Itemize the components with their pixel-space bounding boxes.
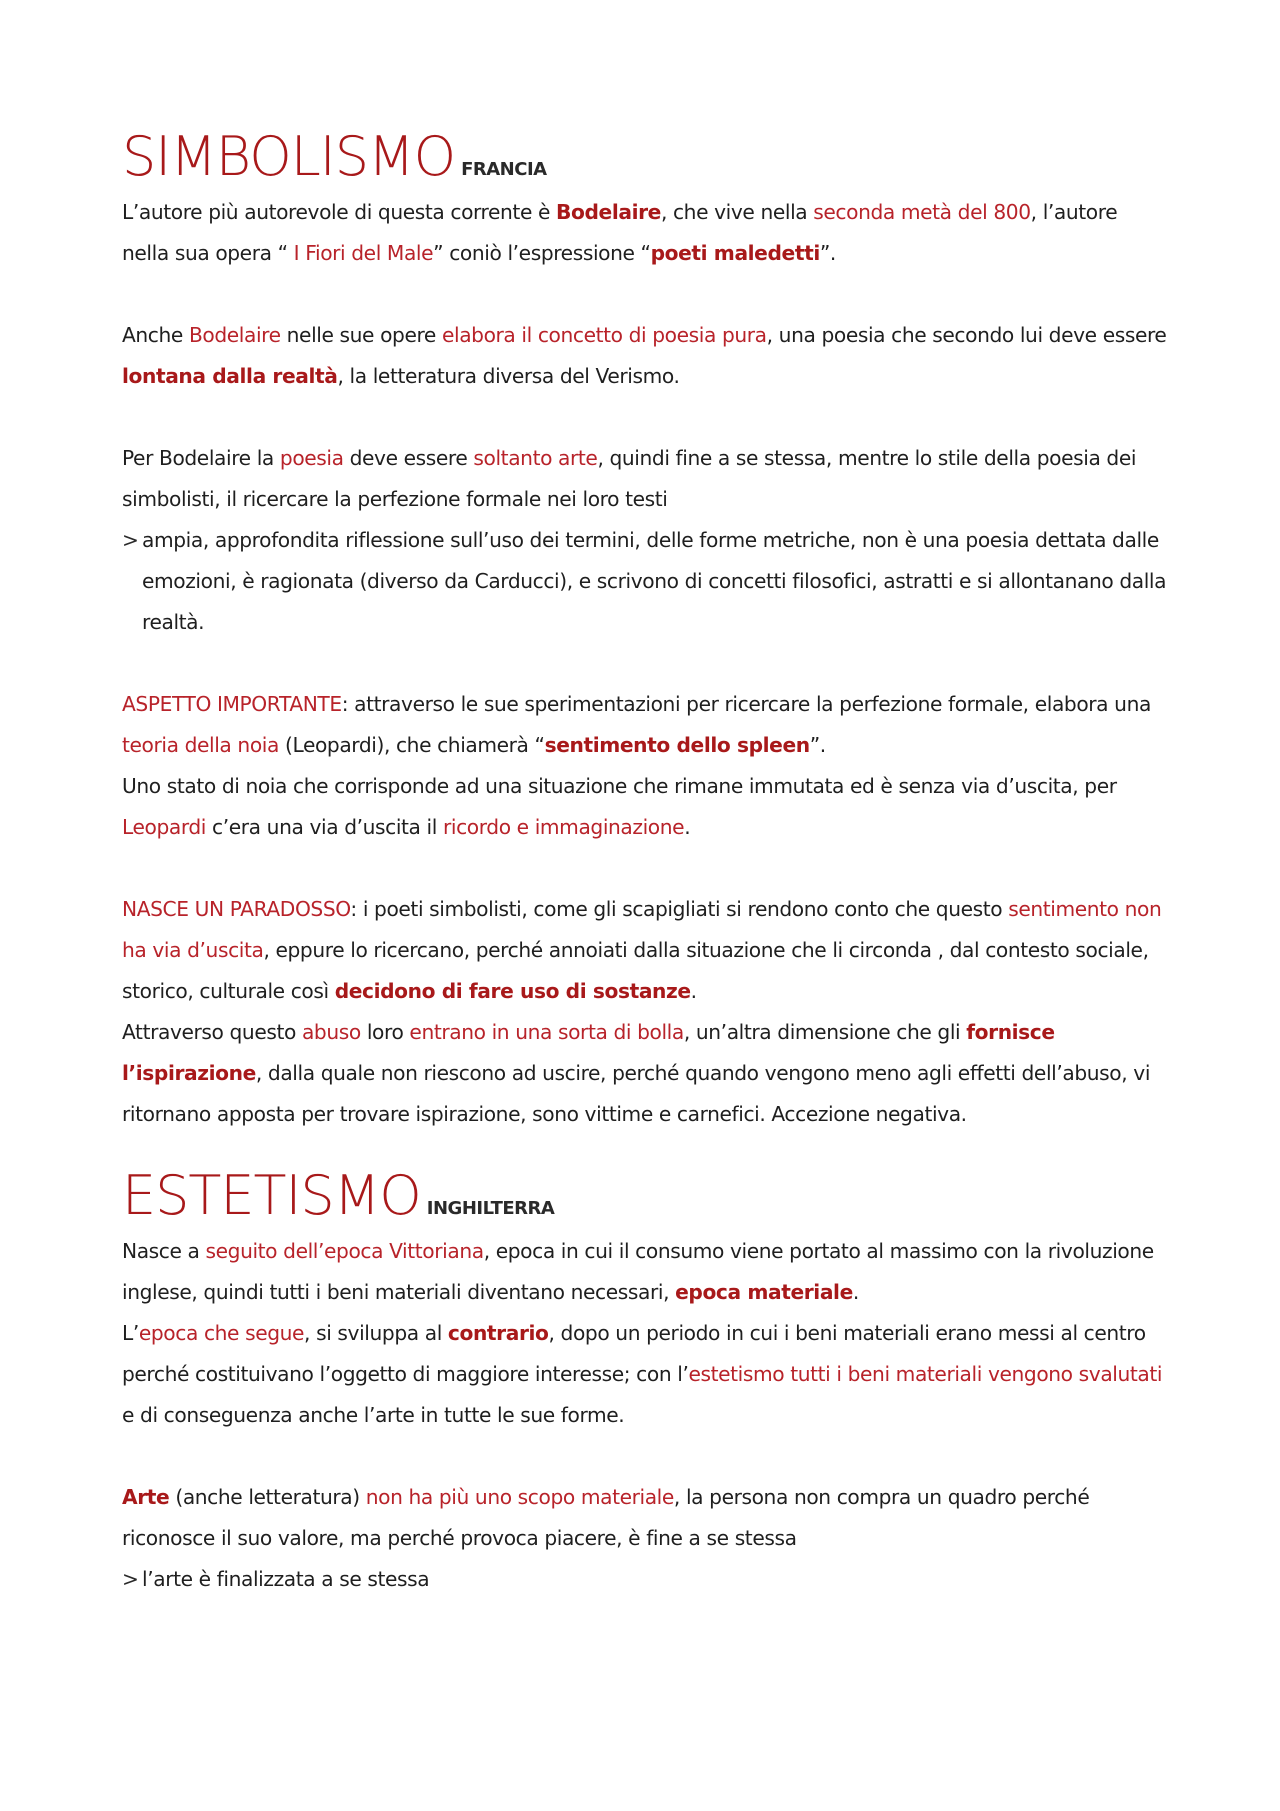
estetismo-title: ESTETISMO xyxy=(122,1164,421,1227)
text-run: (anche letteratura) xyxy=(169,1485,366,1509)
spacer xyxy=(122,1436,1170,1477)
text-run: nelle sue opere xyxy=(280,323,442,347)
text-run: loro xyxy=(360,1020,410,1044)
text-run: Nasce a xyxy=(122,1239,206,1263)
spacer xyxy=(122,848,1170,889)
text-run: , quindi fine a se stessa, mentre lo stile della poesia dei simbolisti, il ricercare la perfezione formale nei loro testi xyxy=(122,446,1137,511)
text-run: Attraverso questo xyxy=(122,1020,302,1044)
simbolismo-paragraph-5 xyxy=(122,889,1170,1135)
simbolismo-bullet xyxy=(122,520,1170,643)
section-label: ASPETTO IMPORTANTE xyxy=(122,692,342,716)
text-run: . xyxy=(690,979,697,1003)
text-run: , dalla quale non riescono ad uscire, perché quando vengono meno agli effetti dell’abuso, vi ritornano apposta per trovare ispirazione, sono vittime e carnefici. Accezione negativa. xyxy=(122,1061,1151,1126)
highlight: ricordo e immaginazione xyxy=(442,815,685,839)
estetismo-bullet xyxy=(122,1559,1170,1600)
highlight: entrano in una sorta di bolla xyxy=(409,1020,684,1044)
highlight: non ha più uno scopo materiale xyxy=(365,1485,674,1509)
highlight-bold: lontana dalla realtà xyxy=(122,364,338,388)
simbolismo-country: FRANCIA xyxy=(461,159,547,180)
highlight: Leopardi xyxy=(122,815,207,839)
text-run: , eppure lo ricercano, perché annoiati dalla situazione che li circonda , dal contesto sociale, storico, culturale così xyxy=(122,938,1149,1003)
text-run: Uno stato di noia che corrisponde ad una situazione che rimane immutata ed è senza via d’uscita, per xyxy=(122,774,1117,798)
highlight: I Fiori del Male xyxy=(293,241,434,265)
highlight: epoca che segue xyxy=(138,1321,305,1345)
highlight-bold: Bodelaire xyxy=(556,200,661,224)
simbolismo-paragraph-2 xyxy=(122,315,1170,397)
highlight-bold: decidono di fare uso di sostanze xyxy=(334,979,691,1003)
bullet-arrow-icon: > xyxy=(122,528,139,552)
highlight: seconda metà del 800 xyxy=(813,200,1031,224)
simbolismo-heading xyxy=(122,125,1170,188)
estetismo-paragraph-2 xyxy=(122,1477,1170,1559)
text-run: Anche xyxy=(122,323,189,347)
bullet-text: l’arte è finalizzata a se stessa xyxy=(142,1567,430,1591)
text-run: . xyxy=(852,1280,859,1304)
spacer xyxy=(122,397,1170,438)
text-run: , dopo un periodo in cui i beni materiali erano messi al centro perché costituivano l’oggetto di maggiore interesse; con l’ xyxy=(122,1321,1146,1386)
text-run: (Leopardi), che chiamerà “ xyxy=(278,733,545,757)
text-run: L’autore più autorevole di questa corrente è xyxy=(122,200,557,224)
text-run: , si sviluppa al xyxy=(304,1321,448,1345)
highlight-bold: contrario xyxy=(447,1321,549,1345)
text-run: , una poesia che secondo lui deve essere xyxy=(766,323,1167,347)
bullet-arrow-icon: > xyxy=(122,1567,139,1591)
estetismo-paragraph-1 xyxy=(122,1231,1170,1436)
highlight-bold: poeti maledetti xyxy=(650,241,820,265)
highlight: teoria della noia xyxy=(122,733,279,757)
text-run: : attraverso le sue sperimentazioni per ricercare la perfezione formale, elabora una xyxy=(341,692,1151,716)
text-run: , epoca in cui il consumo viene portato al massimo con la rivoluzione inglese, quindi tutti i beni materiali diventano necessari, xyxy=(122,1239,1154,1304)
text-run: . xyxy=(684,815,691,839)
spacer xyxy=(122,274,1170,315)
highlight: soltanto arte xyxy=(473,446,598,470)
simbolismo-paragraph-3 xyxy=(122,438,1170,520)
highlight-bold: Arte xyxy=(122,1485,170,1509)
spacer xyxy=(122,643,1170,684)
highlight: sentimento non ha via d’uscita xyxy=(122,897,1162,962)
highlight: seguito dell’epoca Vittoriana xyxy=(205,1239,484,1263)
text-run: , la letteratura diversa del Verismo. xyxy=(337,364,680,388)
section-label: NASCE UN PARADOSSO xyxy=(122,897,351,921)
estetismo-heading xyxy=(122,1164,1170,1227)
text-run: , un’altra dimensione che gli xyxy=(683,1020,967,1044)
highlight-bold: epoca materiale xyxy=(675,1280,853,1304)
highlight: Bodelaire xyxy=(188,323,281,347)
text-run: L’ xyxy=(122,1321,139,1345)
text-run: , che vive nella xyxy=(660,200,814,224)
highlight: poesia xyxy=(279,446,344,470)
text-run: e di conseguenza anche l’arte in tutte le sue forme. xyxy=(122,1403,625,1427)
text-run: ” coniò l’espressione “ xyxy=(433,241,651,265)
text-run: ”. xyxy=(819,241,836,265)
bullet-text: ampia, approfondita riflessione sull’uso dei termini, delle forme metriche, non è una poesia dettata dalle emozioni, è ragionata (diverso da Carducci), e scrivono di concetti filosofici, astratti e si allontanano dalla realtà. xyxy=(142,528,1167,634)
highlight-bold: sentimento dello spleen xyxy=(544,733,810,757)
text-run: , l’autore nella sua opera “ xyxy=(122,200,1118,265)
highlight: estetismo tutti i beni materiali vengono svalutati xyxy=(688,1362,1163,1386)
highlight: abuso xyxy=(301,1020,361,1044)
text-run: deve essere xyxy=(343,446,474,470)
simbolismo-title: SIMBOLISMO xyxy=(122,125,456,188)
simbolismo-paragraph-4 xyxy=(122,684,1170,848)
text-run: Per Bodelaire la xyxy=(122,446,280,470)
text-run: : i poeti simbolisti, come gli scapigliati si rendono conto che questo xyxy=(350,897,1009,921)
text-run: c’era una via d’uscita il xyxy=(206,815,443,839)
highlight: elabora il concetto di poesia pura xyxy=(441,323,767,347)
text-run: , la persona non compra un quadro perché riconosce il suo valore, ma perché provoca piacere, è fine a se stessa xyxy=(122,1485,1090,1550)
text-run: ”. xyxy=(809,733,826,757)
simbolismo-paragraph-1 xyxy=(122,192,1170,274)
highlight-bold: fornisce l’ispirazione xyxy=(122,1020,1055,1085)
estetismo-country: INGHILTERRA xyxy=(426,1198,555,1219)
